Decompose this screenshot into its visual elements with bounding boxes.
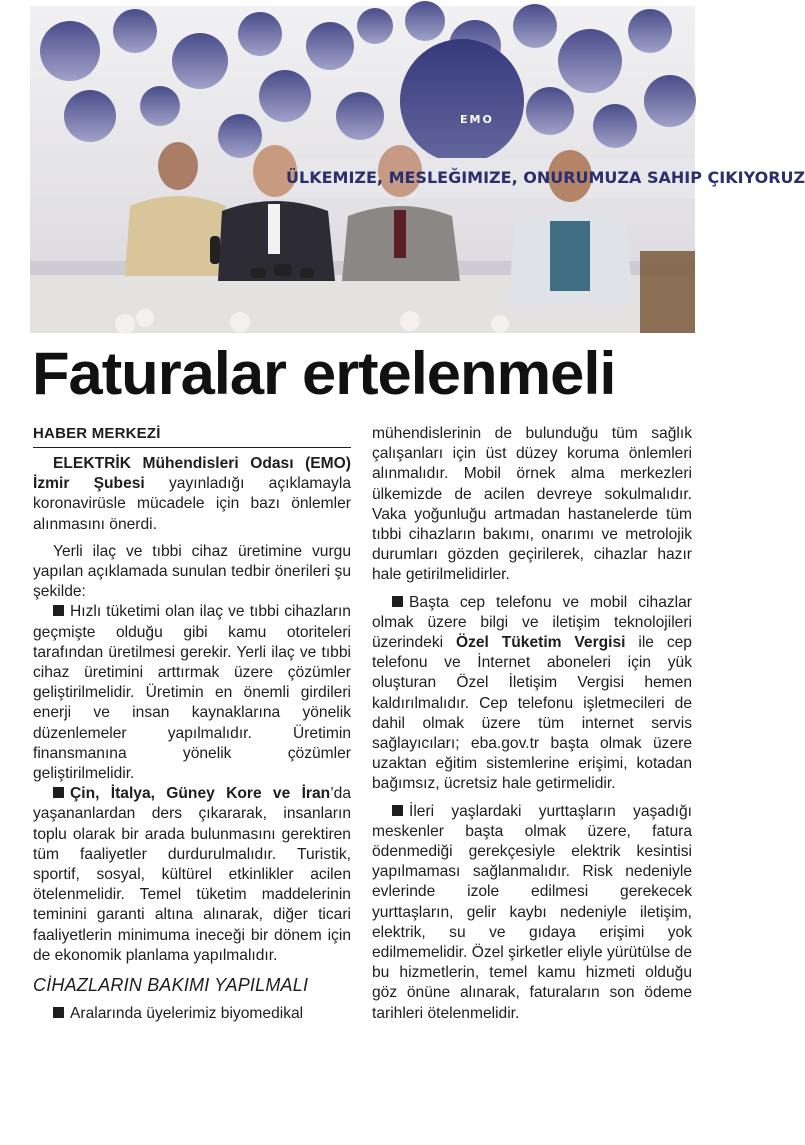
byline: HABER MERKEZİ xyxy=(33,424,351,448)
emo-logo-text: EMO xyxy=(460,113,494,126)
tax-bold-text: Özel Tüketim Vergisi xyxy=(455,634,626,652)
paragraph-intro xyxy=(33,454,351,535)
paragraph-5-text: Aralarında üyelerimiz biyomedikal xyxy=(70,1005,304,1023)
bullet-square-icon xyxy=(53,605,64,616)
countries-bold-text: Çin, İtalya, Güney Kore ve İran xyxy=(70,785,331,803)
paragraph-5 xyxy=(33,1004,351,1024)
headline: Faturalar ertelenmeli xyxy=(32,340,616,407)
press-conference-photo xyxy=(30,6,805,333)
bullet-square-icon xyxy=(53,1007,64,1018)
bullet-square-icon xyxy=(392,596,403,607)
paragraph-r1: mühendislerinin de bulunduğu tüm sağlık çalışanları için üst düzey koruma önlemleri alınmalıdır. Mobil örnek alma merkezleri ülkemizde de acilen devreye sokulmalıdır. Vaka yoğunluğu artmadan hastanelerde tüm tıbbi cihazların bakımı, onarımı ve metrolojik durumları gözden geçirilerek, cihazlar hazır hale getirilmelidirler. xyxy=(372,425,692,584)
paragraph-r3-text: İleri yaşlardaki yurttaşların yaşadığı meskenler başta olmak üzere, fatura ödenmediği gerekçesiyle elektrik kesintisi yapılmaması sağlanmalıdır. Risk nedeniyle evlerinde izole edilmesi gerekecek yurttaşların, gelir kaybı nedeniyle iletişim, elektrik, su ve gıdaya erişimi yok edilmemelidir. Özel şirketler eliyle yürütülse de bu hizmetlerin, temel kamu hizmeti olduğu göz önüne alınarak, faturaların son ödeme tarihleri ötelenmelidir. xyxy=(372,802,692,1022)
paragraph-r2 xyxy=(372,593,692,795)
backdrop-banner-text: ÜLKEMIZE, MESLEĞIMIZE, ONURUMUZA SAHIP ÇIKIYORUZ xyxy=(286,168,805,187)
bullet-square-icon xyxy=(53,787,64,798)
paragraph-4 xyxy=(33,784,351,966)
subheading: CİHAZLARIN BAKIMI YAPILMALI xyxy=(33,975,309,996)
intro-bold-text: ELEKTRİK Mühendisleri Odası (EMO) İzmir Şubesi xyxy=(33,455,351,493)
paragraph-4-text: ’da yaşananlardan ders çıkararak, insanların toplu olarak bir arada bulunmasını gerektiren tüm faaliyetler durdurulmalıdır. Turistik, sportif, sosyal, kültürel etkinlikler acilen ötelenmelidir. Temel tüketim maddelerinin teminini garanti altına alınarak, diğer ticari faaliyetlerin minimuma ineceği bir dönem için de ekonomik planlama yapılmalıdır. xyxy=(33,785,351,964)
paragraph-r2-text-b: ile cep telefonu ve İnternet aboneleri için yük oluşturan Özel İletişim Vergisi hemen kaldırılmalıdır. Cep telefonu işletmecileri de dahil olmak üzere tüm internet servis sağlayıcıları; eba.gov.tr başta olmak üzere uzaktan eğitim sistemlerine erişimi, kotadan bağımsız, ücretsiz hale getirmelidir. xyxy=(372,634,692,793)
paragraph-r2-text-a: Başta cep telefonu ve mobil cihazlar olmak üzere bilgi ve iletişim teknolojileri üzerindeki xyxy=(372,593,692,652)
article-column-right xyxy=(372,424,692,1024)
intro-text: yayınladığı açıklamayla koronavirüsle mücadele için bazı önlemler alınmasını önerdi. xyxy=(33,475,351,533)
paragraph-3-text: Hızlı tüketimi olan ilaç ve tıbbi cihazların geçmişte olduğu gibi kamu otoriteleri tarafından üretilmesi gerekir. Yerli ilaç ve tıbbi cihaz üretimini arttırmak üzere çözümler geliştirilmelidir. Üretimin en önemli girdileri enerji ve insan kaynaklarına yönelik düzenlemeler yapılmalıdır. Üretimin finansmanına yönelik çözümler geliştirilmelidir. xyxy=(33,603,351,783)
paragraph-2: Yerli ilaç ve tıbbi cihaz üretimine vurgu yapılan açıklamada sunulan tedbir önerileri şu şekilde: xyxy=(33,542,351,601)
bullet-square-icon xyxy=(392,805,403,816)
paragraph-r3 xyxy=(372,802,692,1024)
article-column-left xyxy=(33,424,351,1024)
paragraph-3 xyxy=(33,602,351,784)
